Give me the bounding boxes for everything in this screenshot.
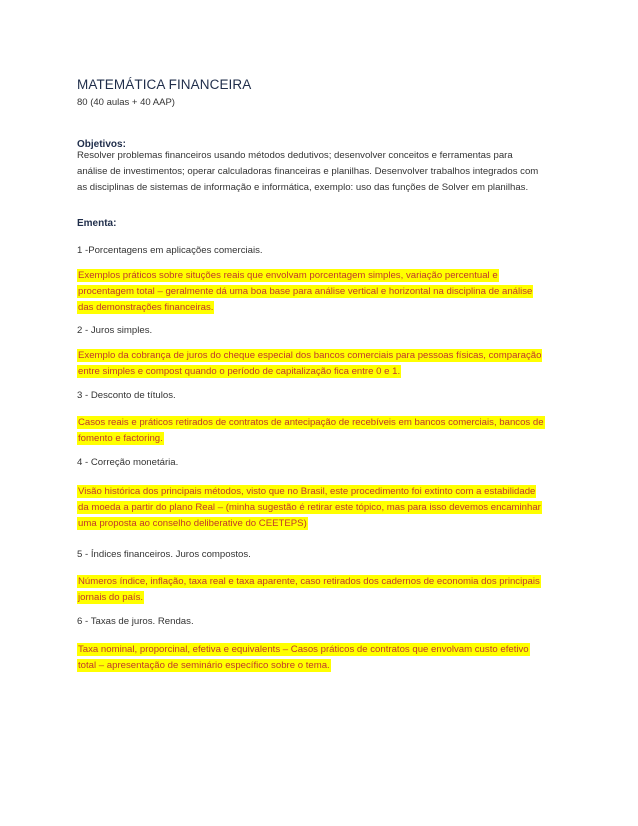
highlighted-text: Casos reais e práticos retirados de contratos de antecipação de recebíveis em bancos comerciais, bancos de [78,417,544,428]
highlighted-text: das demonstrações financeiras. [78,302,214,313]
ementa-item-note [77,415,545,447]
highlighted-text: Exemplos práticos sobre situções reais que envolvam porcentagem simples, variação percentual e [78,270,498,281]
ementa-item-heading: 5 - Índices financeiros. Juros compostos. [77,549,251,560]
objetivos-line: Resolver problemas financeiros usando métodos dedutivos; desenvolver conceitos e ferramentas para [77,150,513,161]
highlighted-text: jornais do país. [78,592,144,603]
highlighted-text: Taxa nominal, proporcinal, efetiva e equivalents – Casos práticos de contratos que envolvam custo efetivo [78,644,529,655]
ementa-item-note [77,268,533,316]
highlighted-text: entre simples e compost quando o período de capitalização fica entre 0 e 1. [78,366,401,377]
highlighted-text: Exemplo da cobrança de juros do cheque especial dos bancos comerciais para pessoas físicas, comparação [78,350,542,361]
highlighted-text: da moeda a partir do plano Real – (minha sugestão é retirar este tópico, mas para isso devemos encaminhar [78,502,541,513]
highlighted-text: fomento e factoring. [78,433,163,444]
ementa-item-note [77,484,542,532]
highlighted-text: total – apresentação de seminário específico sobre o tema. [78,660,330,671]
objetivos-line: análise de investimentos; operar calculadoras financeiras e planilhas. Desenvolver trabalhos integrados com [77,166,539,177]
ementa-item-heading: 4 - Correção monetária. [77,457,179,468]
highlighted-text: procentagem total – geralmente dá uma boa base para análise vertical e horizontal na disciplina de análise [78,286,533,297]
highlighted-text: Números índice, inflação, taxa real e taxa aparente, caso retirados dos cadernos de economia dos principais [78,576,540,587]
highlighted-text: Visão histórica dos principais métodos, visto que no Brasil, este procedimento foi extinto com a estabilidade [78,486,536,497]
highlighted-text: uma proposta ao conselho deliberative do CEETEPS) [78,518,307,529]
objetivos-paragraph [77,148,563,196]
ementa-item-note [77,574,541,606]
ementa-item-heading: 6 - Taxas de juros. Rendas. [77,616,194,627]
document-title: MATEMÁTICA FINANCEIRA [77,77,252,92]
ementa-label: Ementa: [77,218,117,229]
ementa-item-heading: 3 - Desconto de títulos. [77,390,176,401]
objetivos-label: Objetivos: [77,139,126,150]
ementa-item-heading: 2 - Juros simples. [77,325,153,336]
objetivos-line: as disciplinas de sistemas de informação e informática, exemplo: uso das funções de Solver em planilhas. [77,182,529,193]
course-hours: 80 (40 aulas + 40 AAP) [77,97,175,108]
ementa-item-heading: 1 -Porcentagens em aplicações comerciais. [77,245,263,256]
ementa-item-note [77,348,542,380]
ementa-item-note [77,642,530,674]
